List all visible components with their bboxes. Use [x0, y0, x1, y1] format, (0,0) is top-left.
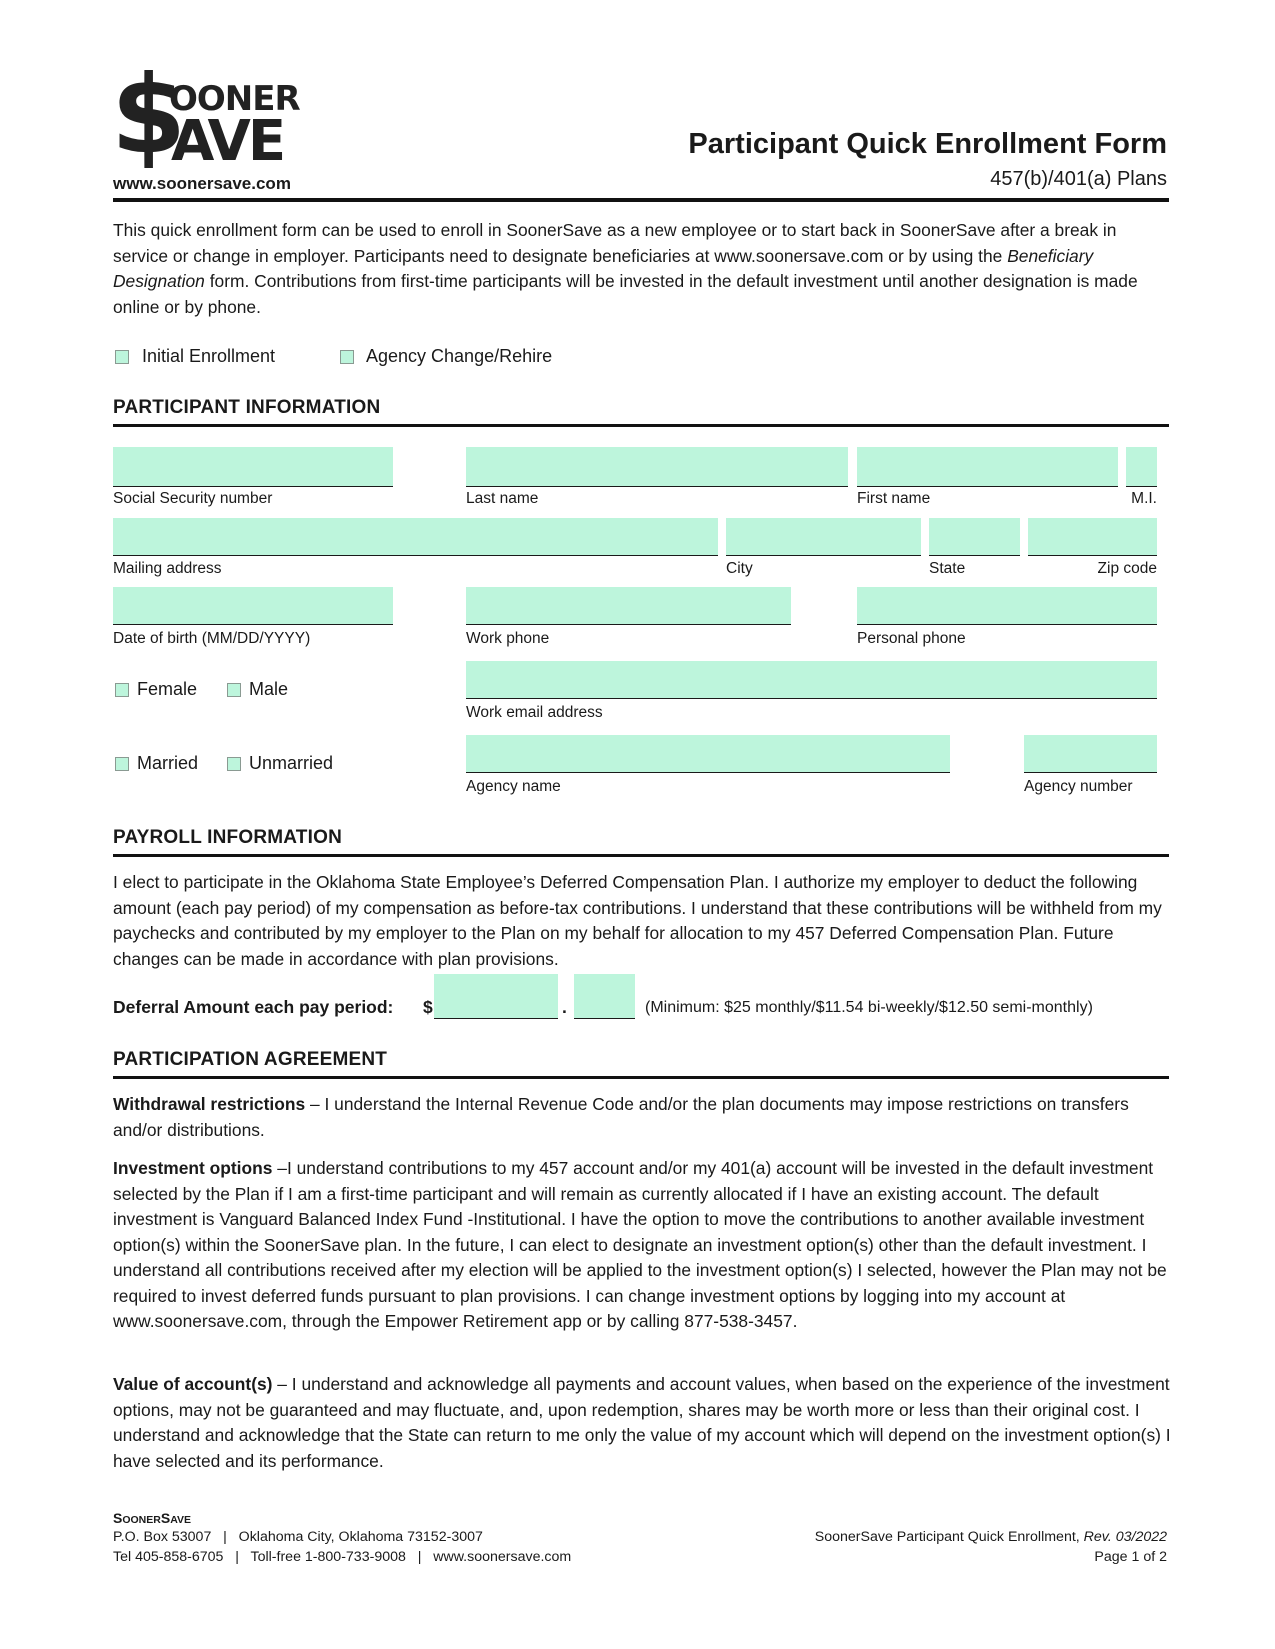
dob-label: Date of birth (MM/DD/YYYY) — [113, 630, 311, 647]
work-phone-label: Work phone — [466, 630, 550, 647]
deferral-cents-field[interactable] — [574, 974, 635, 1019]
page-title: Participant Quick Enrollment Form — [688, 128, 1167, 160]
investment-paragraph: Investment options –I understand contributions to my 457 account and/or my 401(a) account will be invested in the default investment selected by the Plan if I am a first-time participant and will remain as currently allocated if I have an existing account. The default investment is Vanguard Balanced Index Fund -Institutional. I have the option to move the contributions to another available investment option(s) within the SoonerSave plan. In the future, I can elect to designate an investment option(s) other than the default investment. I understand all contributions received after my election will be applied to the investment option(s) I selected, however the Plan may not be required to invest deferred funds pursuant to plan provisions. I can change investment options by logging into my account at www.soonersave.com, through the Empower Retirement app or by calling 877-538-3457. — [113, 1158, 1167, 1331]
work-email-label: Work email address — [466, 704, 603, 721]
mi-label: M.I. — [1131, 490, 1157, 507]
work-phone-field[interactable] — [466, 587, 791, 625]
agency-name-label: Agency name — [466, 778, 561, 795]
agency-change-checkbox[interactable] — [340, 350, 354, 364]
male-label: Male — [249, 679, 289, 699]
value-paragraph: Value of account(s) – I understand and acknowledge all payments and account values, when based on the experience of the investment options, may not be guaranteed and may fluctuate, and, upon redemption, shares may be worth more or less than their original cost. I understand and acknowledge that the State can return to me only the value of my account which will depend on the investment option(s) I have selected and its performance. — [113, 1374, 1171, 1471]
deferral-amount-label: Deferral Amount each pay period: — [113, 997, 394, 1017]
mailing-address-label: Mailing address — [113, 560, 222, 577]
dob-field[interactable] — [113, 587, 393, 625]
intro-paragraph: This quick enrollment form can be used to enroll in SoonerSave as a new employee or to start back in SoonerSave after a break in service or change in employer. Participants need to designate beneficiaries at www.soonersave.com or by using the Beneficiary Designation form. Contributions from first-time participants will be invested in the default investment until another designation is made online or by phone. — [113, 220, 1138, 317]
website-link[interactable]: www.soonersave.com — [113, 174, 291, 193]
ssn-field[interactable] — [113, 447, 393, 487]
married-label: Married — [137, 753, 199, 773]
minimum-note: (Minimum: $25 monthly/$11.54 bi-weekly/$12.50 semi-monthly) — [645, 999, 1093, 1016]
city-label: City — [726, 560, 753, 577]
deferral-dollars-field[interactable] — [434, 974, 558, 1019]
initial-enrollment-label: Initial Enrollment — [142, 346, 276, 366]
last-name-label: Last name — [466, 490, 539, 507]
zip-label: Zip code — [1097, 560, 1157, 577]
state-label: State — [929, 560, 966, 577]
investment-title: Investment options — [113, 1158, 273, 1178]
personal-phone-label: Personal phone — [857, 630, 966, 647]
header-rule — [113, 198, 1169, 202]
ssn-label: Social Security number — [113, 490, 273, 507]
agency-name-field[interactable] — [466, 735, 950, 773]
last-name-field[interactable] — [466, 447, 848, 487]
female-checkbox[interactable] — [115, 683, 129, 697]
mailing-address-field[interactable] — [113, 518, 718, 556]
mi-field[interactable] — [1126, 447, 1157, 487]
footer-org-name: SOONERSAVE — [113, 1510, 192, 1526]
first-name-label: First name — [857, 490, 931, 507]
participant-info-heading: PARTICIPANT INFORMATION — [113, 397, 1169, 427]
logo-dollar-sign: $ — [111, 53, 183, 178]
withdrawal-paragraph: Withdrawal restrictions – I understand the Internal Revenue Code and/or the plan documents may impose restrictions on transfers and/or distributions. — [113, 1094, 1129, 1140]
footer-contact: Tel 405-858-6705 | Toll-free 1-800-733-9008 | www.soonersave.com — [113, 1549, 572, 1565]
footer-form-name: SoonerSave Participant Quick Enrollment, Rev. 03/2022 — [814, 1529, 1167, 1545]
work-email-field[interactable] — [466, 661, 1157, 699]
agency-number-field[interactable] — [1024, 735, 1157, 773]
zip-field[interactable] — [1028, 518, 1157, 556]
withdrawal-title: Withdrawal restrictions — [113, 1094, 306, 1114]
dollar-sign: $ — [423, 997, 433, 1017]
unmarried-checkbox[interactable] — [227, 757, 241, 771]
logo-bottom-text: AVE — [171, 109, 284, 174]
value-title: Value of account(s) — [113, 1374, 273, 1394]
beneficiary-form-name: Beneficiary Designation — [113, 245, 1094, 291]
agency-number-label: Agency number — [1024, 778, 1133, 795]
agency-change-label: Agency Change/Rehire — [366, 346, 553, 366]
payroll-info-heading: PAYROLL INFORMATION — [113, 827, 1169, 857]
page-subtitle: 457(b)/401(a) Plans — [990, 168, 1167, 190]
initial-enrollment-checkbox[interactable] — [115, 350, 129, 364]
unmarried-label: Unmarried — [249, 753, 334, 773]
footer-address: P.O. Box 53007 | Oklahoma City, Oklahoma 73152-3007 — [113, 1529, 483, 1545]
first-name-field[interactable] — [857, 447, 1118, 487]
female-label: Female — [137, 679, 198, 699]
agreement-heading: PARTICIPATION AGREEMENT — [113, 1049, 1169, 1079]
married-checkbox[interactable] — [115, 757, 129, 771]
footer-page-number: Page 1 of 2 — [1094, 1549, 1167, 1565]
logo-top-text: OONER — [169, 79, 300, 119]
personal-phone-field[interactable] — [857, 587, 1157, 625]
decimal-point: . — [562, 997, 567, 1017]
state-field[interactable] — [929, 518, 1020, 556]
male-checkbox[interactable] — [227, 683, 241, 697]
payroll-paragraph: I elect to participate in the Oklahoma State Employee’s Deferred Compensation Plan. I authorize my employer to deduct the following amount (each pay period) of my compensation as before-tax contributions. I understand that these contributions will be withheld from my paychecks and contributed by my employer to the Plan on my behalf for allocation to my 457 Deferred Compensation Plan. Future changes can be made in accordance with plan provisions. — [113, 872, 1162, 969]
soonersave-logo — [111, 53, 313, 178]
city-field[interactable] — [726, 518, 921, 556]
